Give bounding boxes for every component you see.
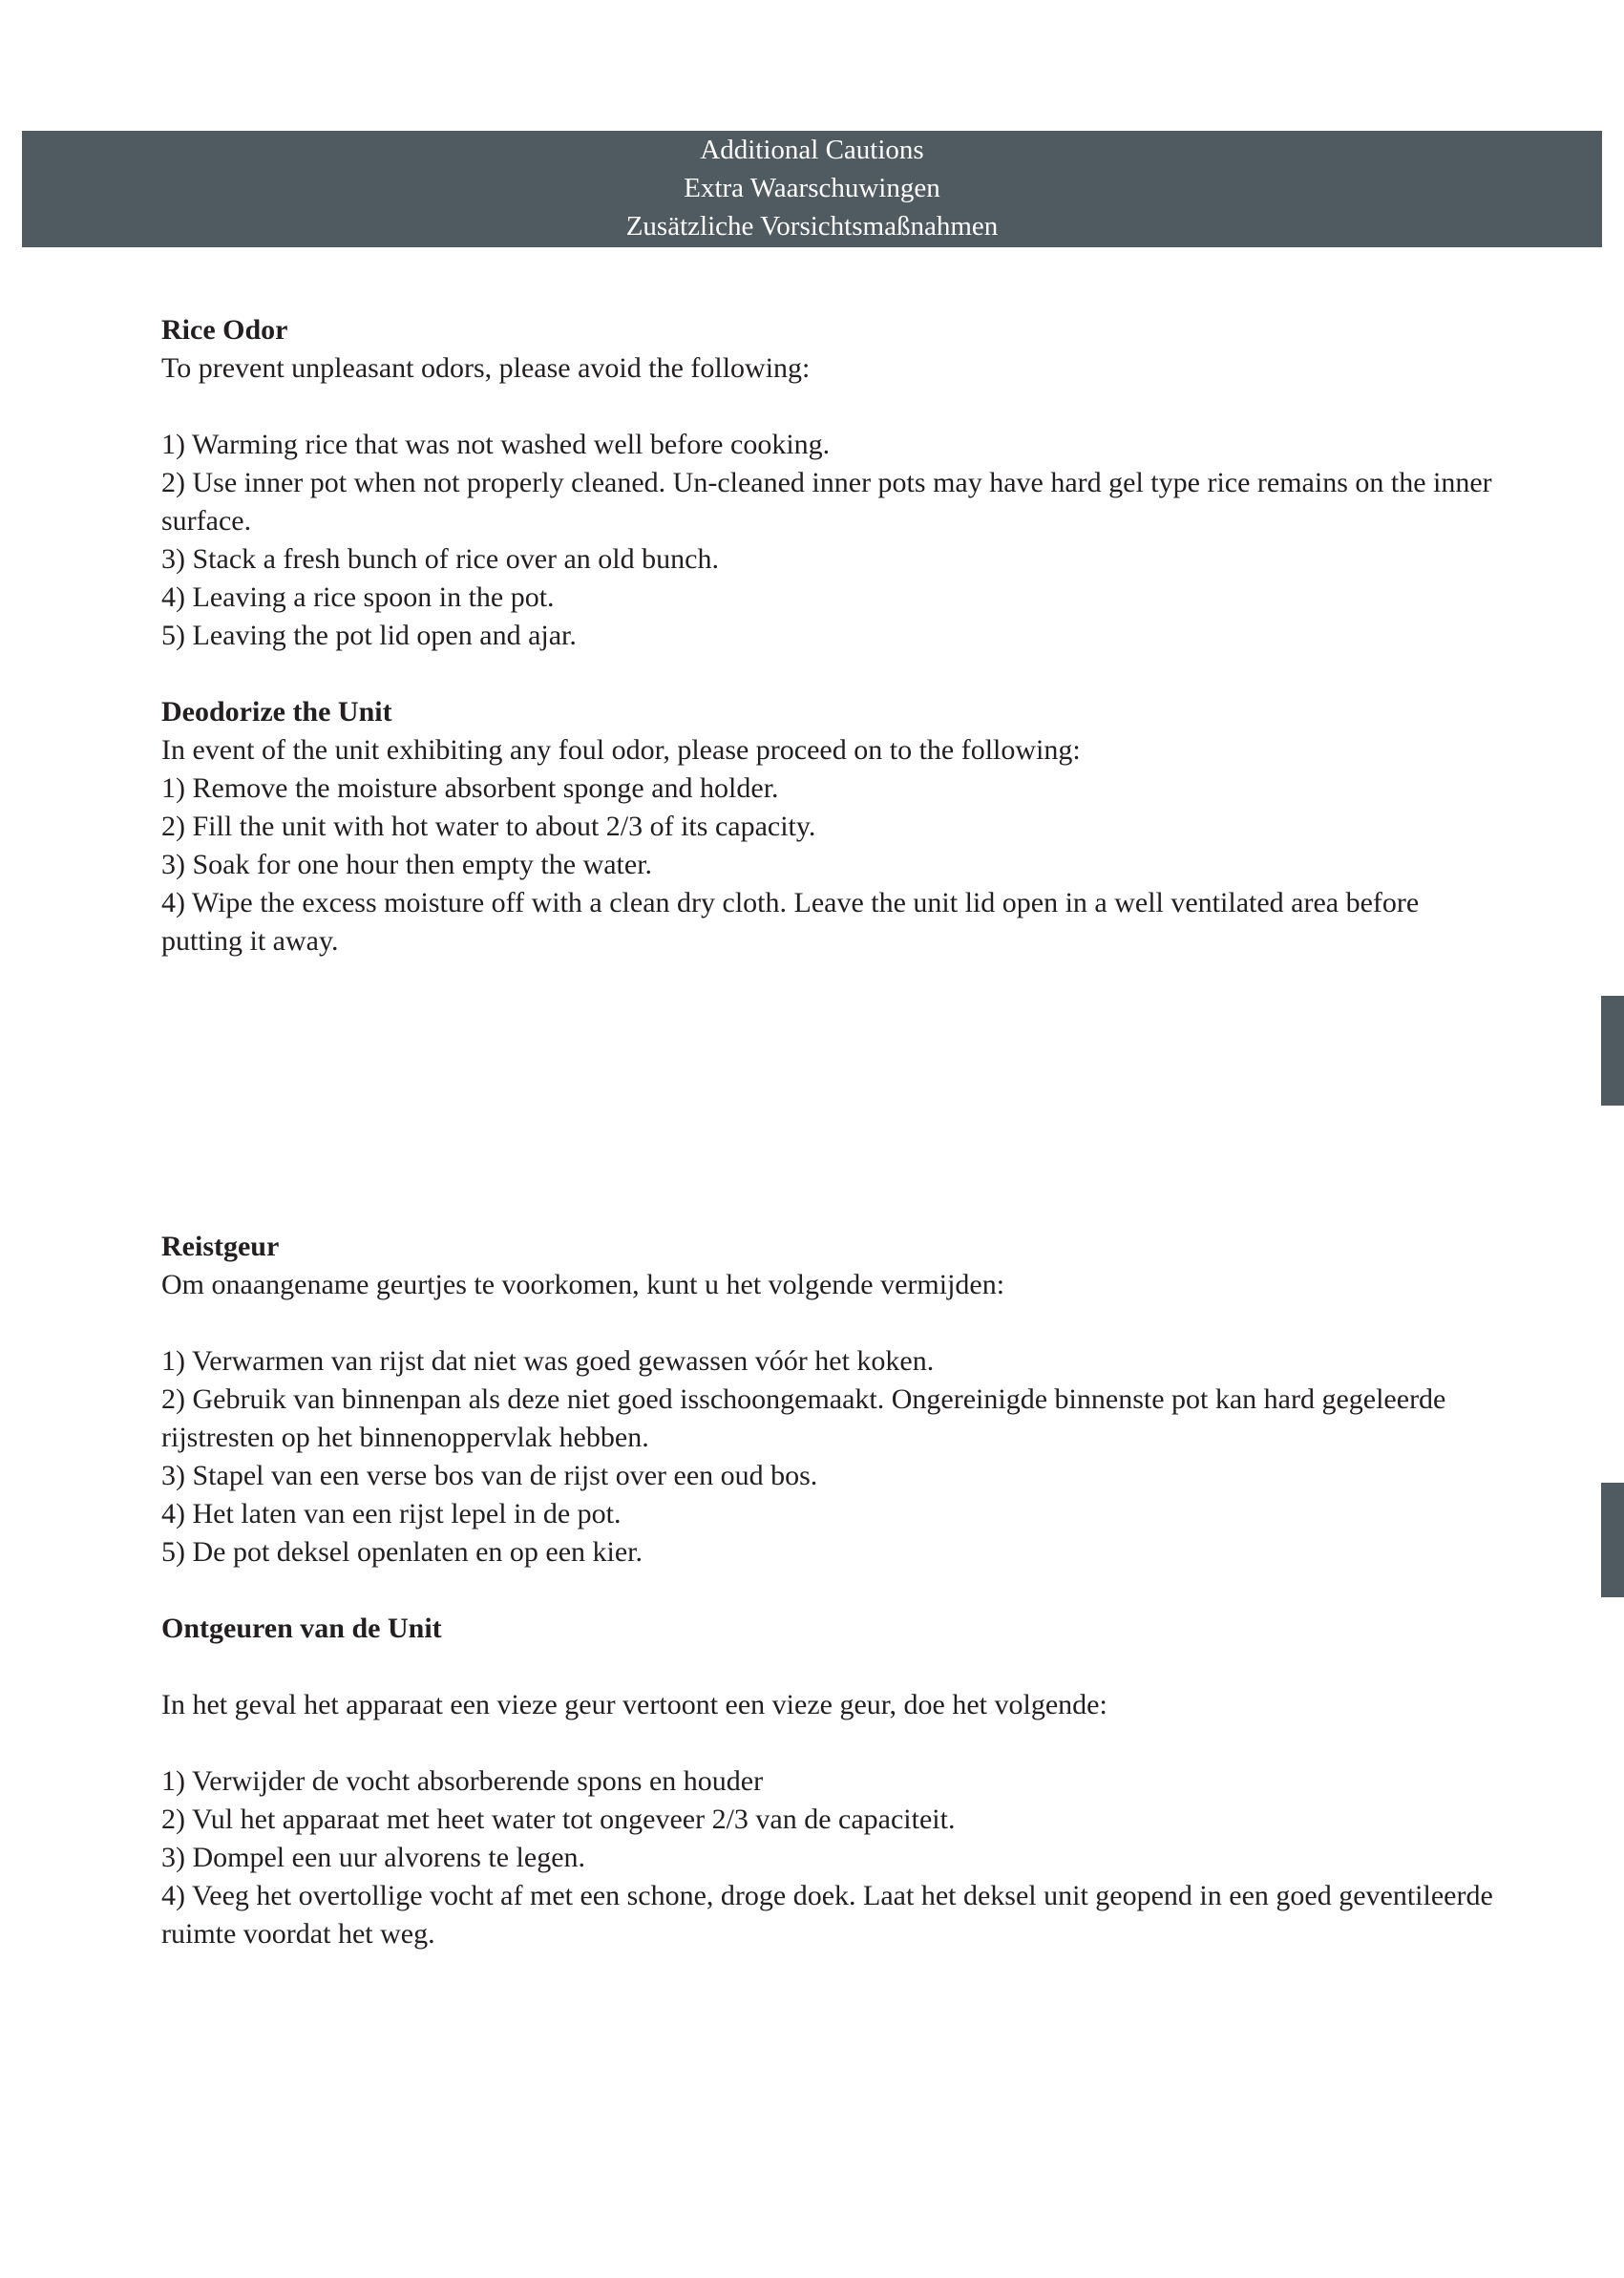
list-item: 1) Warming rice that was not washed well before cooking. [161, 429, 831, 460]
dutch-section [161, 1228, 1498, 1953]
deodorize-heading: Deodorize the Unit [161, 696, 392, 728]
ontgeuren-heading: Ontgeuren van de Unit [161, 1613, 442, 1644]
list-item: 3) Stack a fresh bunch of rice over an old bunch. [161, 543, 719, 575]
side-tab-marker [1601, 1483, 1624, 1597]
list-item: 5) De pot deksel openlaten en op een kier. [161, 1536, 643, 1568]
rice-odor-intro: To prevent unpleasant odors, please avoid the following: [161, 352, 811, 384]
list-item: 5) Leaving the pot lid open and ajar. [161, 620, 577, 651]
ontgeuren-intro: In het geval het apparaat een vieze geur vertoont een vieze geur, doe het volgende: [161, 1689, 1107, 1720]
list-item: 4) Veeg het overtollige vocht af met een schone, droge doek. Laat het deksel unit geopend in een goed geventileerde ruimte voordat het weg. [161, 1880, 1493, 1950]
list-item: 3) Soak for one hour then empty the water. [161, 849, 653, 880]
list-item: 4) Wipe the excess moisture off with a clean dry cloth. Leave the unit lid open in a well ventilated area before putting it away. [161, 887, 1420, 957]
list-item: 1) Verwarmen van rijst dat niet was goed gewassen vóór het koken. [161, 1345, 935, 1377]
english-section [161, 311, 1498, 960]
list-item: 1) Verwijder de vocht absorberende spons en houder [161, 1765, 764, 1797]
header-title-en: Additional Cautions [700, 135, 924, 165]
list-item: 2) Use inner pot when not properly cleaned. Un-cleaned inner pots may have hard gel type rice remains on the inner surface. [161, 467, 1492, 537]
rice-odor-heading: Rice Odor [161, 314, 288, 346]
list-item: 2) Gebruik van binnenpan als deze niet goed isschoongemaakt. Ongereinigde binnenste pot kan hard gegeleerde rijstresten op het binnenoppervlak hebben. [161, 1383, 1446, 1453]
reistgeur-intro: Om onaangename geurtjes te voorkomen, kunt u het volgende vermijden: [161, 1269, 1005, 1300]
list-item: 4) Het laten van een rijst lepel in de pot. [161, 1498, 622, 1529]
list-item: 1) Remove the moisture absorbent sponge and holder. [161, 772, 779, 804]
header-title-nl: Extra Waarschuwingen [684, 173, 940, 203]
reistgeur-heading: Reistgeur [161, 1231, 280, 1262]
list-item: 2) Fill the unit with hot water to about 2/3 of its capacity. [161, 811, 816, 842]
list-item: 3) Stapel van een verse bos van de rijst over een oud bos. [161, 1460, 818, 1491]
section-header [22, 131, 1602, 247]
list-item: 4) Leaving a rice spoon in the pot. [161, 581, 555, 613]
deodorize-intro: In event of the unit exhibiting any foul odor, please proceed on to the following: [161, 734, 1081, 766]
list-item: 3) Dompel een uur alvorens te legen. [161, 1842, 586, 1873]
list-item: 2) Vul het apparaat met heet water tot ongeveer 2/3 van de capaciteit. [161, 1803, 956, 1835]
side-tab-marker [1601, 996, 1624, 1106]
header-title-de: Zusätzliche Vorsichtsmaßnahmen [625, 211, 999, 242]
